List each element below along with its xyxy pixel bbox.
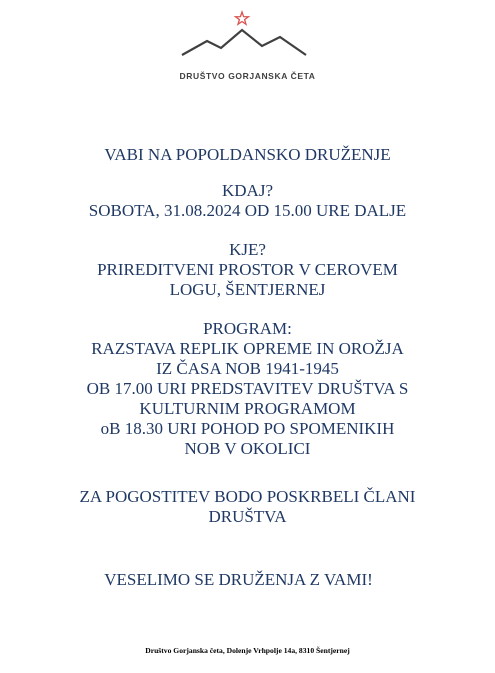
program-line: OB 17.00 URI PREDSTAVITEV DRUŠTVA S [86, 379, 409, 398]
refreshment-line: ZA POGOSTITEV BODO POSKRBELI ČLANI [79, 487, 416, 506]
where-line: LOGU, ŠENTJERNEJ [169, 280, 326, 299]
mountain-star-icon [180, 8, 310, 58]
program-line: NOB V OKOLICI [184, 439, 311, 458]
closing-text: VESELIMO SE DRUŽENJA Z VAMI! [104, 570, 373, 589]
program-line: KULTURNIM PROGRAMOM [139, 399, 356, 418]
when-section [0, 181, 495, 221]
closing [0, 570, 486, 590]
logo [0, 8, 495, 88]
program-line: IZ ČASA NOB 1941-1945 [156, 359, 339, 378]
when-heading: KDAJ? [222, 181, 273, 200]
refreshment-section [0, 487, 495, 527]
headline-text: VABI NA POPOLDANSKO DRUŽENJE [104, 145, 391, 164]
where-line: PRIREDITVENI PROSTOR V CEROVEM [97, 260, 398, 279]
program-section [0, 319, 495, 459]
org-name: DRUŠTVO GORJANSKA ČETA [179, 71, 316, 81]
where-section [0, 240, 495, 300]
refreshment-line: DRUŠTVA [208, 507, 287, 526]
footer-address: Društvo Gorjanska četa, Dolenje Vrhpolje 14a, 8310 Šentjernej [145, 646, 350, 655]
program-line: oB 18.30 URI POHOD PO SPOMENIKIH [100, 419, 395, 438]
headline [0, 145, 495, 165]
program-line: RAZSTAVA REPLIK OPREME IN OROŽJA [91, 339, 404, 358]
when-value: SOBOTA, 31.08.2024 OD 15.00 URE DALJE [88, 201, 407, 220]
program-heading: PROGRAM: [203, 319, 292, 338]
where-heading: KJE? [229, 240, 266, 259]
